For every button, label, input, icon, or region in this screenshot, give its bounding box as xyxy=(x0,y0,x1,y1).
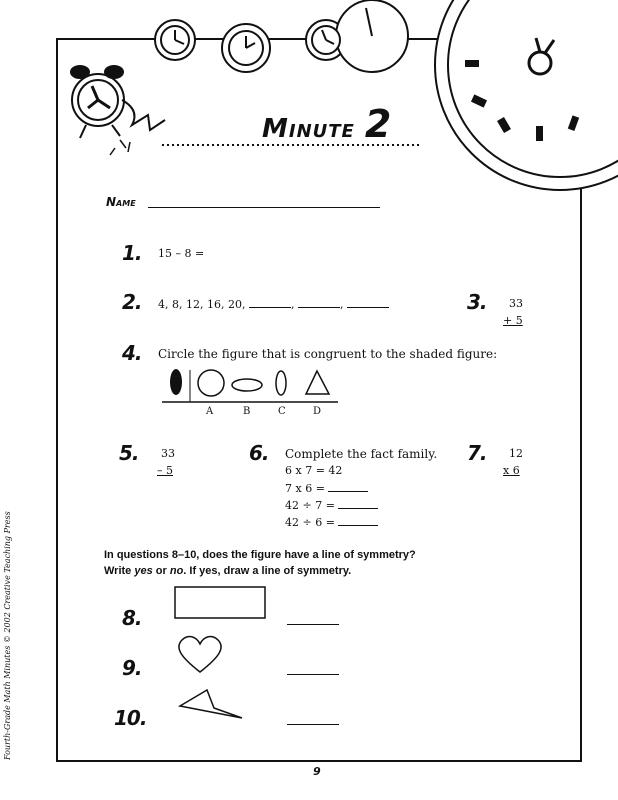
q2-text: 4, 8, 12, 16, 20, xyxy=(158,298,246,311)
choice-b-label[interactable]: B xyxy=(243,406,251,417)
page-title xyxy=(262,102,392,146)
q2-number: 2. xyxy=(122,290,142,314)
name-input-line[interactable] xyxy=(148,207,380,208)
q10-answer-line[interactable] xyxy=(287,724,339,725)
q8-answer-line[interactable] xyxy=(287,624,339,625)
q8-number: 8. xyxy=(122,606,142,630)
q2-sequence: 4, 8, 12, 16, 20, , , xyxy=(158,297,389,311)
q7-top: 12 xyxy=(509,447,523,460)
instructions-line-1: In questions 8–10, does the figure have a line of symmetry? xyxy=(104,549,416,561)
q2-blank-2[interactable] xyxy=(298,297,340,308)
title-word: Minute xyxy=(262,114,355,144)
q9-heart-figure xyxy=(179,637,221,672)
shaded-ellipse-figure xyxy=(170,369,182,395)
q6-line-2: 7 x 6 = xyxy=(285,481,368,495)
title-number: 2 xyxy=(364,102,393,146)
page-number: 9 xyxy=(313,765,321,778)
q10-number: 10. xyxy=(114,706,147,730)
q8-rectangle-figure xyxy=(175,587,265,618)
q6-line-4: 42 ÷ 6 = xyxy=(285,515,378,529)
choice-a-label[interactable]: A xyxy=(206,406,214,417)
q1-text: 15 – 8 = xyxy=(158,247,205,260)
q9-number: 9. xyxy=(122,656,142,680)
side-credit: Fourth-Grade Math Minutes © 2002 Creative Teaching Press xyxy=(3,511,12,760)
q5-top: 33 xyxy=(161,447,175,460)
q2-blank-3[interactable] xyxy=(347,297,389,308)
q6-blank-2[interactable] xyxy=(328,481,368,492)
q4-figures xyxy=(160,366,342,406)
q6-line-1: 6 x 7 = 42 xyxy=(285,464,343,477)
choice-d-triangle xyxy=(306,371,329,394)
q3-bottom: + 5 xyxy=(503,314,523,327)
q3-number: 3. xyxy=(467,290,487,314)
choice-a-circle xyxy=(198,370,224,396)
q6-blank-4[interactable] xyxy=(338,515,378,526)
q6-text: Complete the fact family. xyxy=(285,447,438,461)
q6-number: 6. xyxy=(249,441,269,465)
q2-blank-1[interactable] xyxy=(249,297,291,308)
q4-text: Circle the figure that is congruent to the shaded figure: xyxy=(158,347,498,361)
q7-number: 7. xyxy=(467,441,487,465)
q6-line-3: 42 ÷ 7 = xyxy=(285,498,378,512)
symmetry-instructions xyxy=(104,547,416,579)
choice-c-label[interactable]: C xyxy=(278,406,286,417)
q5-bottom: – 5 xyxy=(157,464,173,477)
q1-number: 1. xyxy=(122,241,142,265)
q9-answer-line[interactable] xyxy=(287,674,339,675)
q3-top: 33 xyxy=(509,297,523,310)
q5-number: 5. xyxy=(119,441,139,465)
choice-d-label[interactable]: D xyxy=(313,406,322,417)
instructions-line-2: Write yes or no. If yes, draw a line of symmetry. xyxy=(104,565,352,577)
choice-b-wide-ellipse xyxy=(232,379,262,391)
symmetry-figures xyxy=(170,584,280,724)
name-label: Name xyxy=(106,195,136,209)
q4-number: 4. xyxy=(122,341,142,365)
q6-blank-3[interactable] xyxy=(338,498,378,509)
choice-c-ellipse xyxy=(276,371,286,395)
q7-bottom: x 6 xyxy=(503,464,520,477)
q10-arrowhead-figure xyxy=(180,690,242,718)
